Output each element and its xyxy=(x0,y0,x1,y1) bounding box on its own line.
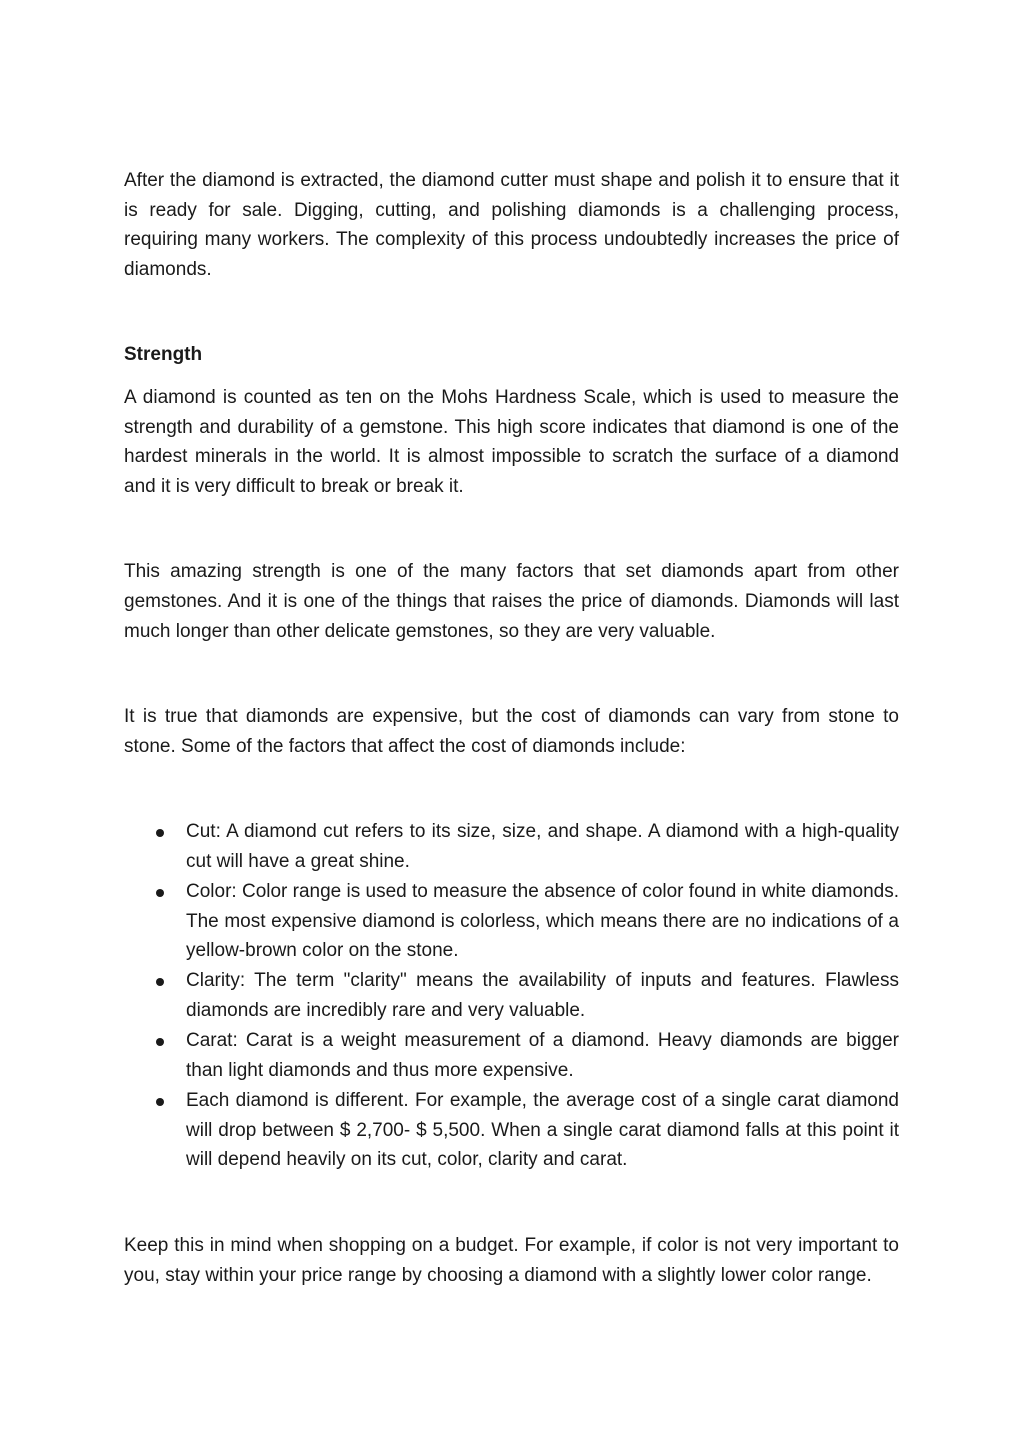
paragraph-cost-factors-intro: It is true that diamonds are expensive, but the cost of diamonds can vary from stone to stone. Some of the factors that affect the cost of diamonds include: xyxy=(124,706,899,757)
spacer xyxy=(124,1175,899,1231)
list-item xyxy=(124,1026,899,1085)
paragraph-extraction: After the diamond is extracted, the diamond cutter must shape and polish it to ensure that it is ready for sale. Digging, cutting, and polishing diamonds is a challenging process, requiring many workers. The complexity of this process undoubtedly increases the price of diamonds. xyxy=(124,170,899,280)
list-item xyxy=(124,817,899,876)
document-page xyxy=(124,166,899,1291)
paragraph-budget-advice: Keep this in mind when shopping on a budget. For example, if color is not very important to you, stay within your price range by choosing a diamond with a slightly lower color range. xyxy=(124,1235,899,1286)
list-item xyxy=(124,877,899,966)
spacer xyxy=(124,646,899,702)
spacer xyxy=(124,501,899,557)
list-item-text: Clarity: The term "clarity" means the availability of inputs and features. Flawless diamonds are incredibly rare and very valuable. xyxy=(186,970,899,1022)
paragraph-amazing-strength: This amazing strength is one of the many factors that set diamonds apart from other gemstones. And it is one of the things that raises the price of diamonds. Diamonds will last much longer than other delicate gemstones, so they are very valuable. xyxy=(124,561,899,642)
bullet-icon xyxy=(156,1038,164,1046)
spacer xyxy=(124,370,899,383)
cost-factors-list xyxy=(124,817,899,1175)
bullet-icon xyxy=(156,1098,164,1106)
list-item xyxy=(124,966,899,1025)
section-heading-strength: Strength xyxy=(124,344,203,366)
list-item-text: Color: Color range is used to measure the absence of color found in white diamonds. The most expensive diamond is colorless, which means there are no indications of a yellow-brown color on the stone. xyxy=(186,881,899,962)
bullet-icon xyxy=(156,889,164,897)
paragraph-mohs-scale: A diamond is counted as ten on the Mohs Hardness Scale, which is used to measure the strength and durability of a gemstone. This high score indicates that diamond is one of the hardest minerals in the world. It is almost impossible to scratch the surface of a diamond and it is very difficult to break or break it. xyxy=(124,386,899,497)
bullet-icon xyxy=(156,829,164,837)
list-item xyxy=(124,1086,899,1175)
spacer xyxy=(124,761,899,817)
spacer xyxy=(124,284,899,340)
list-item-text: Each diamond is different. For example, the average cost of a single carat diamond will drop between $ 2,700- $ 5,500. When a single carat diamond falls at this point it will depend heavily on its cut, color, clarity and carat. xyxy=(186,1090,899,1171)
list-item-text: Cut: A diamond cut refers to its size, size, and shape. A diamond with a high-quality cut will have a great shine. xyxy=(186,821,899,872)
list-item-text: Carat: Carat is a weight measurement of a diamond. Heavy diamonds are bigger than light diamonds and thus more expensive. xyxy=(186,1030,899,1081)
bullet-icon xyxy=(156,978,164,986)
